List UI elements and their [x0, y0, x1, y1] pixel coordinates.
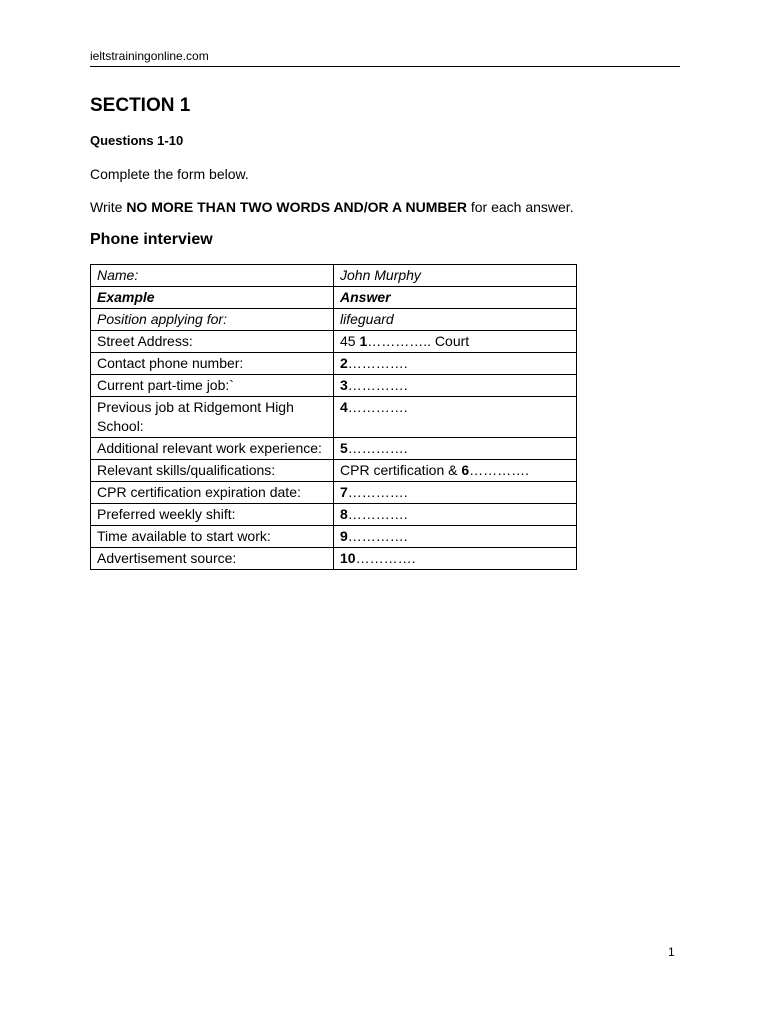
form-row-shift [91, 504, 577, 526]
question-number-4: 4 [340, 399, 348, 415]
answer-blank-10: …………. [355, 550, 416, 566]
answer-blank-1: ………….. [367, 333, 432, 349]
form-value-previous-job [334, 397, 577, 438]
form-table [90, 264, 577, 570]
skills-prefix: CPR certification & [340, 462, 462, 478]
form-label-name: Name: [91, 265, 334, 287]
page-header [90, 48, 680, 67]
form-row-position [91, 309, 577, 331]
instruction-prefix: Write [90, 199, 127, 215]
form-value-skills [334, 460, 577, 482]
answer-blank-9: …………. [347, 528, 408, 544]
form-row-street-address [91, 331, 577, 353]
form-value-position: lifeguard [334, 309, 577, 331]
form-label-experience: Additional relevant work experience: [91, 438, 334, 460]
instruction-word-limit-bold: NO MORE THAN TWO WORDS AND/OR A NUMBER [126, 199, 467, 215]
form-row-name [91, 265, 577, 287]
form-row-cpr-expiry [91, 482, 577, 504]
answer-blank-6: …………. [469, 462, 530, 478]
question-number-7: 7 [340, 484, 348, 500]
answer-blank-8: …………. [347, 506, 408, 522]
answer-blank-5: …………. [347, 440, 408, 456]
form-row-experience [91, 438, 577, 460]
form-label-cpr-expiry: CPR certification expiration date: [91, 482, 334, 504]
page-number: 1 [668, 945, 675, 959]
form-value-cpr-expiry [334, 482, 577, 504]
form-label-ad-source: Advertisement source: [91, 548, 334, 570]
question-number-9: 9 [340, 528, 348, 544]
form-value-current-job [334, 375, 577, 397]
street-number: 45 [340, 333, 360, 349]
form-value-shift [334, 504, 577, 526]
answer-blank-2: …………. [347, 355, 408, 371]
answer-blank-7: …………. [347, 484, 408, 500]
instruction-word-limit [90, 198, 574, 216]
form-row-phone [91, 353, 577, 375]
answer-blank-3: …………. [347, 377, 408, 393]
form-value-start-time [334, 526, 577, 548]
form-value-name: John Murphy [334, 265, 577, 287]
form-label-street-address: Street Address: [91, 331, 334, 353]
form-row-current-job [91, 375, 577, 397]
form-row-previous-job [91, 397, 577, 438]
form-title: Phone interview [90, 231, 213, 248]
questions-label: Questions 1-10 [90, 133, 184, 148]
answer-blank-4: …………. [347, 399, 408, 415]
form-label-shift: Preferred weekly shift: [91, 504, 334, 526]
question-number-10: 10 [340, 550, 356, 566]
form-row-ad-source [91, 548, 577, 570]
form-label-example: Example [91, 287, 334, 309]
question-number-3: 3 [340, 377, 348, 393]
form-label-previous-job: Previous job at Ridgemont High School: [91, 397, 334, 438]
form-value-experience [334, 438, 577, 460]
form-label-skills: Relevant skills/qualifications: [91, 460, 334, 482]
form-row-start-time [91, 526, 577, 548]
form-row-skills [91, 460, 577, 482]
question-number-6: 6 [461, 462, 470, 478]
question-number-2: 2 [340, 355, 348, 371]
street-suffix: Court [431, 333, 470, 349]
form-label-current-job: Current part-time job:` [91, 375, 334, 397]
question-number-1: 1 [359, 333, 368, 349]
form-label-start-time: Time available to start work: [91, 526, 334, 548]
form-value-street-address [334, 331, 577, 353]
form-label-position: Position applying for: [91, 309, 334, 331]
form-label-phone: Contact phone number: [91, 353, 334, 375]
instruction-complete-form: Complete the form below. [90, 166, 249, 182]
form-value-ad-source [334, 548, 577, 570]
form-value-phone [334, 353, 577, 375]
question-number-5: 5 [340, 440, 348, 456]
question-number-8: 8 [340, 506, 348, 522]
form-value-answer: Answer [334, 287, 577, 309]
section-title: SECTION 1 [90, 95, 191, 116]
form-row-example [91, 287, 577, 309]
site-name: ieltstrainingonline.com [90, 49, 209, 63]
instruction-suffix: for each answer. [466, 199, 574, 215]
